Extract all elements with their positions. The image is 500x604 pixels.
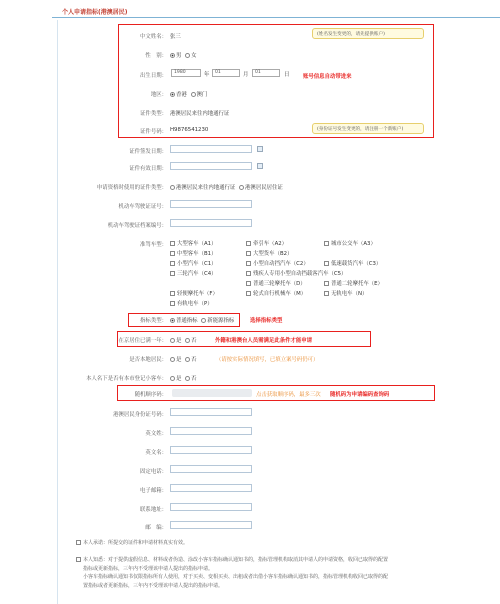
vehicle-type-item[interactable]: 普通三轮摩托车（D） [246,279,306,287]
drive-license-input[interactable] [170,200,252,208]
region-label: 地区： [150,92,167,98]
random-code-note: 随机码为申请编码查询码 [330,392,390,398]
checkbox[interactable] [170,241,175,246]
name-hint: (姓名发生变更的，请先提供账户) [312,28,424,39]
en-given-input[interactable] [170,446,252,454]
checkbox[interactable] [324,261,329,266]
archive-no-input[interactable] [170,219,252,227]
birth-year-unit: 年 [204,72,210,78]
vehicle-type-item[interactable]: 大型货车（B2） [246,249,292,257]
indicator-normal-radio[interactable] [170,318,175,323]
commitment-2-checkbox[interactable] [76,557,81,562]
vehicle-type-item[interactable]: 轮式自行机械车（M） [246,289,306,297]
id-no-input[interactable] [170,408,252,416]
cert-no-label: 证件号码： [140,129,167,135]
checkbox[interactable] [324,291,329,296]
resident-options [168,336,197,344]
vehicle-type-item[interactable]: 残疾人专用小型自动挡载客汽车（C5） [246,269,346,277]
gender-female-label: 女 [191,53,197,59]
vehicle-type-item[interactable]: 有轨电车（P） [170,299,213,307]
resident-label: 在京居住已满一年： [118,338,167,344]
permit-option2-label: 港澳居民居住证 [245,185,283,191]
permit-option1-label: 港澳居民来往内地通行证 [176,185,236,191]
permit-option2-radio[interactable] [239,185,244,190]
cert-no-hint: (身份证号发生变更的，请注册一个新账户) [312,123,424,134]
calendar-icon[interactable] [257,163,263,169]
checkbox[interactable] [170,251,175,256]
address-input[interactable] [170,503,252,511]
other-car-no-label: 否 [191,376,197,382]
resident-no-label: 否 [191,338,197,344]
issue-date-input[interactable] [170,145,252,153]
vehicle-types-label: 准驾车型： [140,242,167,248]
checkbox[interactable] [170,271,175,276]
permit-option1-radio[interactable] [170,185,175,190]
en-surname-input[interactable] [170,427,252,435]
auto-filled-box [118,24,434,138]
en-surname-label: 英文姓： [145,431,167,437]
birth-month-unit: 月 [243,72,249,78]
vehicle-type-item[interactable]: 普通二轮摩托车（E） [324,279,383,287]
gender-options [168,51,197,59]
checkbox[interactable] [246,261,251,266]
gender-male-radio[interactable] [170,53,175,58]
checkbox[interactable] [170,301,175,306]
commitment-1-checkbox[interactable] [76,540,81,545]
drive-license-label: 机动车驾驶证证号： [118,204,167,210]
taxpayer-hint: （请按实际情况填写，已填立案号码仍可） [216,357,319,363]
region-mo-label: 澳门 [196,92,208,98]
phone-label: 固定电话： [140,469,167,475]
checkbox[interactable] [246,241,251,246]
vehicle-type-item[interactable]: 轻便摩托车（F） [170,289,218,297]
resident-yes-radio[interactable] [170,338,175,343]
vehicle-type-item[interactable]: 低速载货汽车（C3） [324,259,381,267]
vehicle-type-item[interactable]: 小型自动挡汽车（C2） [246,259,309,267]
taxpayer-label: 是否本地居民： [129,357,167,363]
checkbox[interactable] [170,261,175,266]
name-label: 中文姓名： [140,34,167,40]
email-input[interactable] [170,484,252,492]
other-car-options [168,374,197,382]
checkbox[interactable] [324,281,329,286]
birth-label: 出生日期： [140,73,167,79]
other-car-yes-label: 是 [176,376,182,382]
region-options [168,90,207,98]
taxpayer-yes-label: 是 [176,357,182,363]
region-hk-radio[interactable] [170,92,175,97]
random-code-value [172,389,252,397]
vehicle-type-item[interactable]: 无轨电车（N） [324,289,367,297]
zip-label: 邮 编： [145,525,167,531]
vehicle-type-item[interactable]: 中型客车（B1） [170,249,216,257]
other-car-yes-radio[interactable] [170,376,175,381]
gender-male-label: 男 [176,53,182,59]
vehicle-type-item[interactable]: 牵引车（A2） [246,239,287,247]
cert-type-label: 证件类型： [140,111,167,117]
taxpayer-no-radio[interactable] [185,357,190,362]
page-title: 个人申请指标(港澳居民) [62,9,128,16]
archive-no-label: 机动车驾驶证档案编号： [107,223,167,229]
taxpayer-yes-radio[interactable] [170,357,175,362]
gender-label: 性 别： [145,53,167,59]
vehicle-type-item[interactable]: 城市公交车（A3） [324,239,376,247]
resident-yes-label: 是 [176,338,182,344]
vehicle-type-item[interactable]: 大型客车（A1） [170,239,216,247]
phone-input[interactable] [170,465,252,473]
other-car-no-radio[interactable] [185,376,190,381]
zip-input[interactable] [170,521,252,529]
indicator-type-options [168,316,234,324]
gender-female-radio[interactable] [185,53,190,58]
indicator-type-label: 指标类型： [140,318,167,324]
region-hk-label: 香港 [176,92,187,98]
vehicle-type-item[interactable]: 三轮汽车（C4） [170,269,217,277]
taxpayer-options [168,355,197,363]
id-no-label: 港澳居民身份证号码： [113,412,167,418]
taxpayer-no-label: 否 [191,357,197,363]
name-value: 张三 [170,34,181,40]
indicator-new-energy-radio[interactable] [201,318,206,323]
checkbox[interactable] [246,271,251,276]
email-label: 电子邮箱： [140,488,167,494]
region-mo-radio[interactable] [191,92,196,97]
birth-day-select[interactable]: 01 [252,69,280,77]
calendar-icon[interactable] [257,146,263,152]
random-code-label: 随机顺序码： [134,392,167,398]
indicator-normal-label: 普通指标 [176,318,198,324]
checkbox[interactable] [324,241,329,246]
resident-no-radio[interactable] [185,338,190,343]
checkbox[interactable] [170,291,175,296]
other-car-label: 本人名下是否有本市登记小客车： [86,376,167,382]
checkbox[interactable] [246,251,251,256]
cert-no-value: H9876541230 [170,127,209,133]
address-label: 联系地址： [140,507,167,513]
header-divider [52,17,500,18]
permit-type-options [168,183,283,191]
expiry-date-label: 证件有效日期： [129,166,167,172]
birth-day-unit: 日 [284,72,290,78]
birth-month-select[interactable]: 01 [212,69,240,77]
checkbox[interactable] [246,281,251,286]
permit-type-label: 申请资格时使用的证件类型： [96,185,167,191]
indicator-type-note: 选择指标类型 [250,318,283,324]
indicator-new-energy-label: 新能源指标 [207,318,235,324]
commitment-2: 本人知悉：对于提供虚假信息、材料或者伪造、涂改小客车指标确认通知书的，指标管理机构取消其申请人的申请资格，收回已取得的配置 指标或更新指标，三年内不受理该申请人提出的指标申请。 小客车指标确认通知书仅限指标所有人使用，对于买卖、变相买卖、出租或者出借小客车指标确认通知书的，指标管理机构收回已取得的配 置指标或者更新指标，三年内不受理该申请人提出的指标申请。 [76,556,496,590]
birth-year-select[interactable]: 1980 [171,69,201,77]
commitment-1: 本人承诺：所提交的证件和申请材料真实有效。 [76,539,188,548]
en-given-label: 英文名： [145,450,167,456]
checkbox[interactable] [246,291,251,296]
auto-fill-note: 账号信息自动带进来 [303,74,352,80]
expiry-date-input[interactable] [170,162,252,170]
vehicle-type-item[interactable]: 小型汽车（C1） [170,259,217,267]
random-code-hint[interactable]: 点击获取顺序码，最多三次 [256,392,321,398]
issue-date-label: 证件签发日期： [129,149,167,155]
resident-note: 外籍和港澳台人员需满足此条件才能申请 [215,338,313,344]
cert-type-value: 港澳居民来往内地通行证 [170,111,230,117]
